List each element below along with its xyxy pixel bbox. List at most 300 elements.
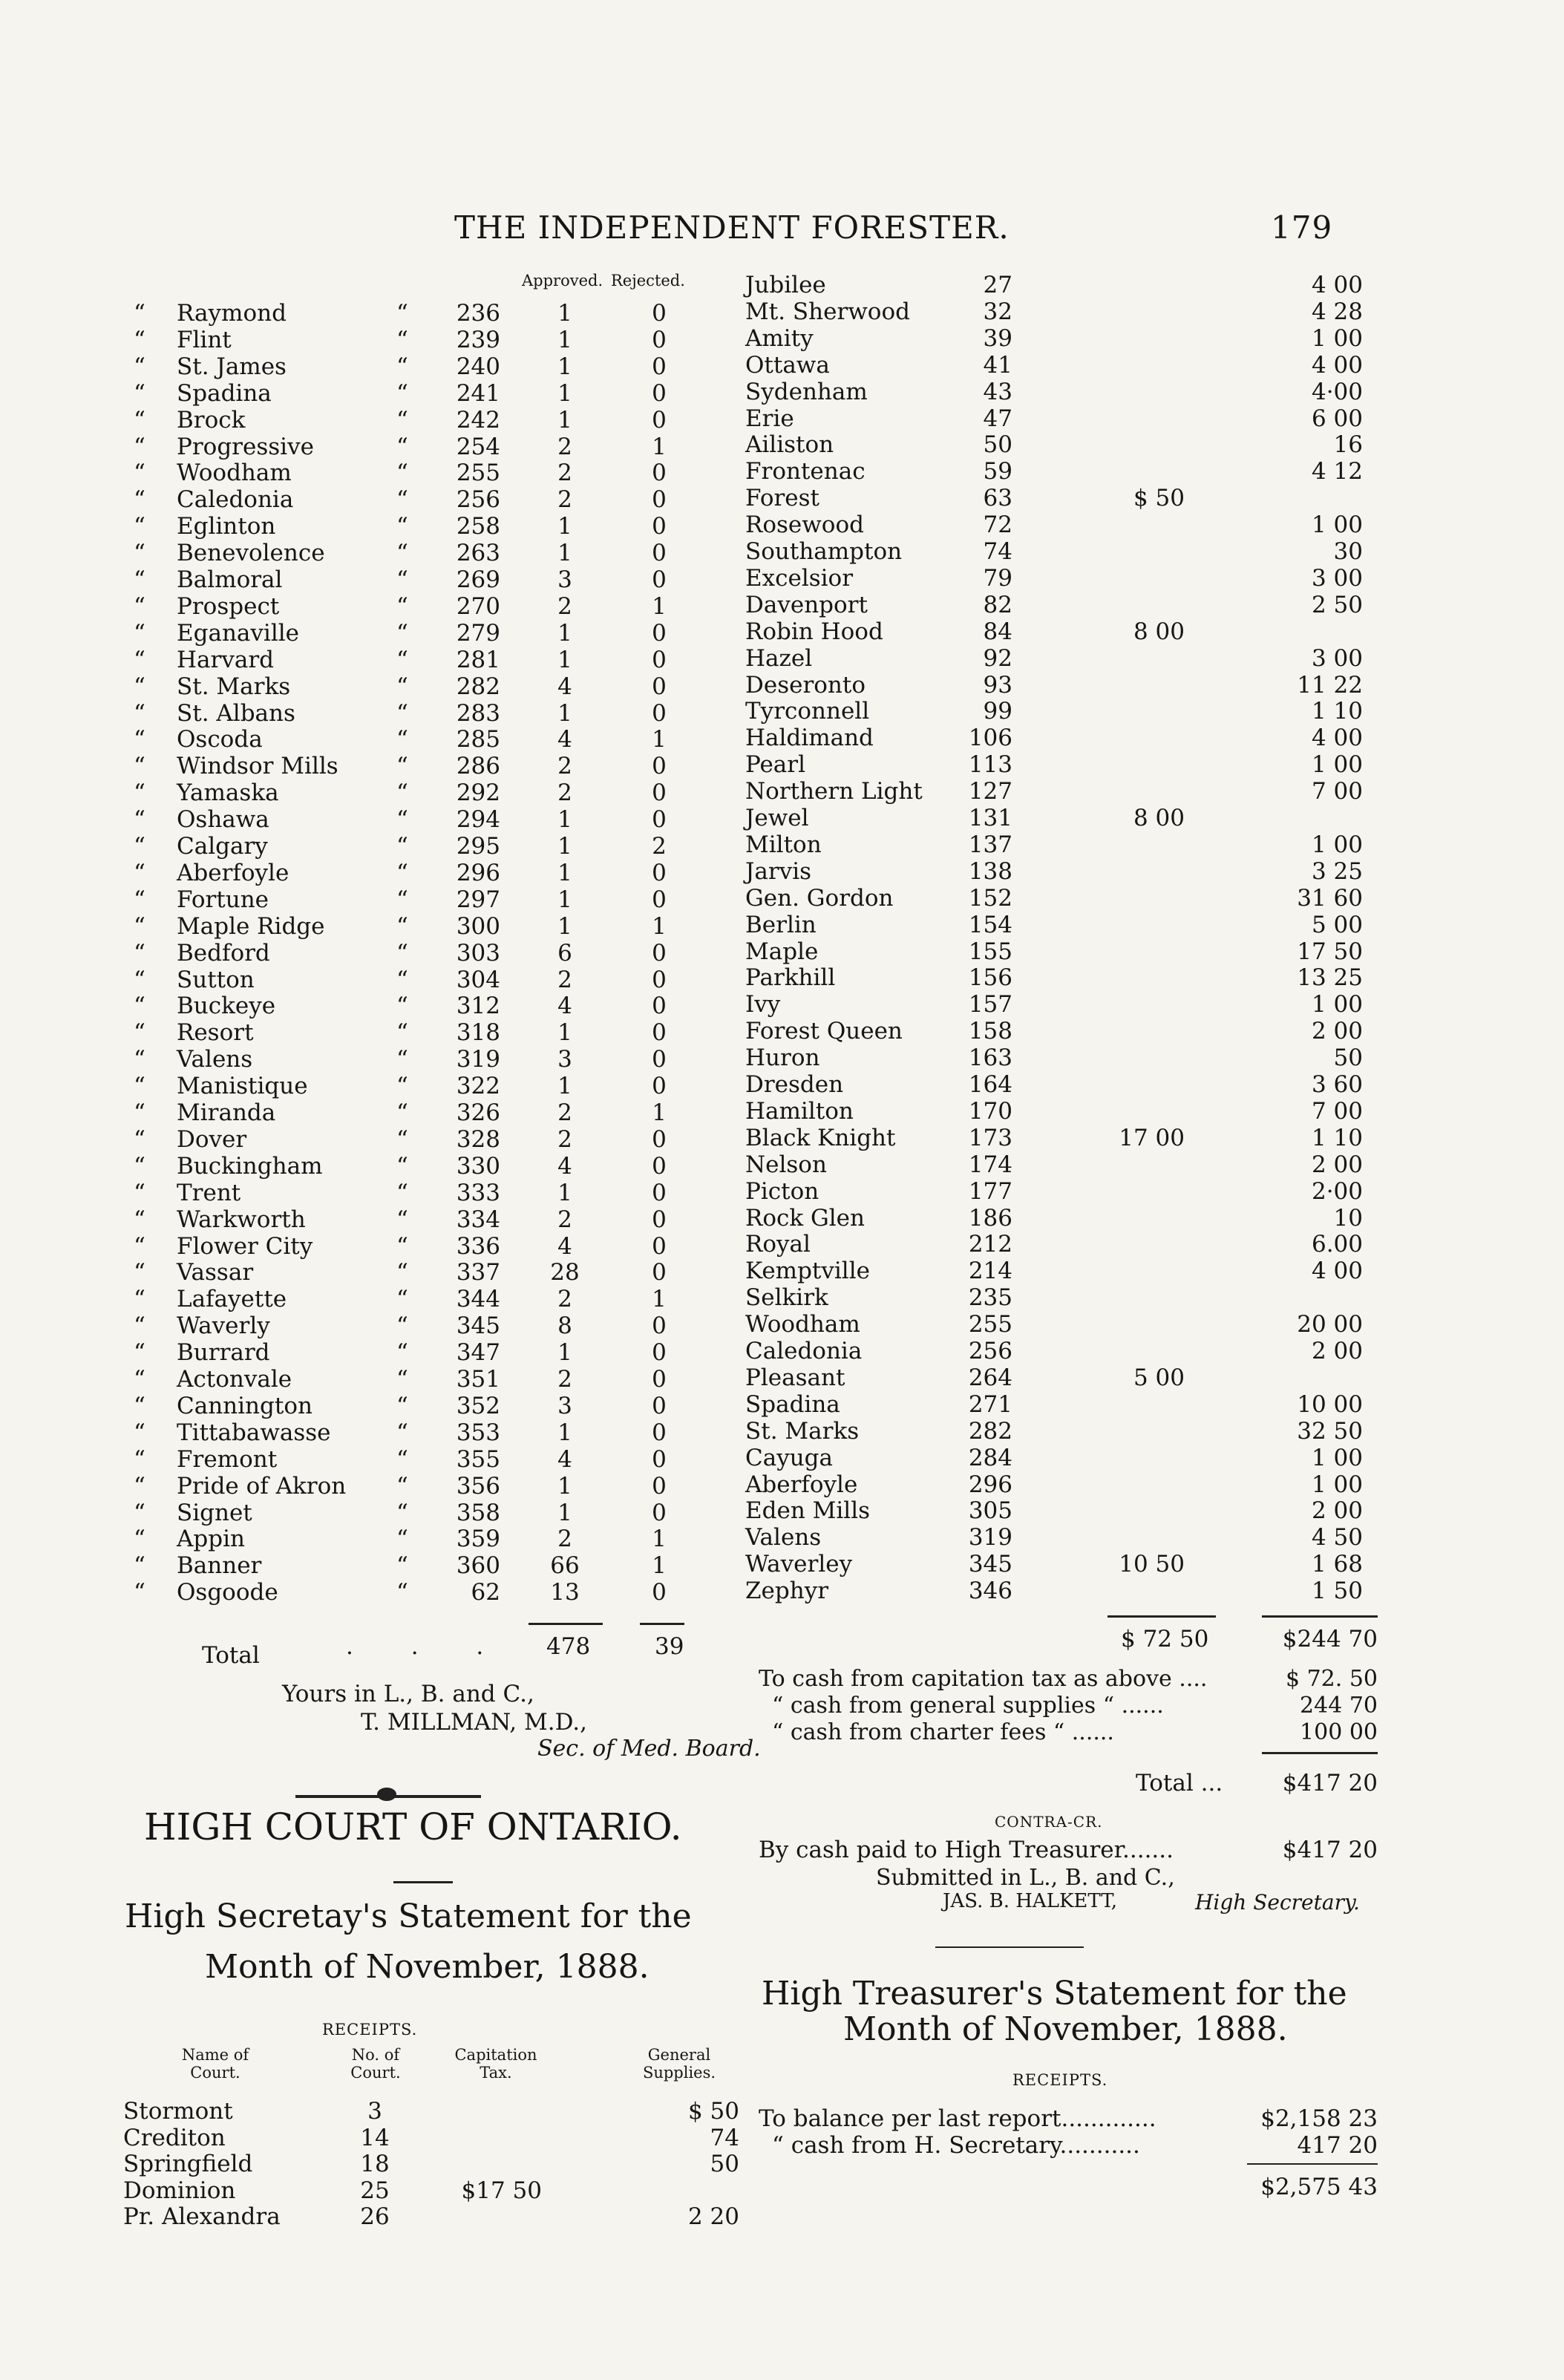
court-number: 3 xyxy=(367,2098,382,2125)
col-rejected-header: Rejected. xyxy=(611,272,685,290)
court-receipt-row xyxy=(0,485,1564,514)
general-supplies: 2·00 xyxy=(1311,1177,1363,1205)
approved-count: 2 xyxy=(557,753,572,780)
page-header-title: THE INDEPENDENT FORESTER. xyxy=(454,209,1010,246)
rejected-count: 0 xyxy=(652,1206,667,1233)
court-receipt-row xyxy=(0,1524,1564,1551)
court-name: Ottawa xyxy=(745,351,830,379)
court-number: 82 xyxy=(983,591,1012,618)
court-name: Woodham xyxy=(177,460,292,487)
rejected-count: 2 xyxy=(652,833,667,860)
court-name: Selkirk xyxy=(745,1284,828,1312)
row-quote-mark: “ xyxy=(134,1579,145,1606)
medical-closing: Yours in L., B. and C., xyxy=(282,1681,534,1707)
by-cash-amount: $417 20 xyxy=(1282,1837,1378,1863)
court-name: Miranda xyxy=(177,1099,276,1126)
court-number: 84 xyxy=(983,618,1012,645)
approved-count: 4 xyxy=(557,1445,572,1473)
ditto-mark: “ xyxy=(396,886,408,913)
court-number: 264 xyxy=(968,1364,1012,1391)
rejected-count: 0 xyxy=(652,540,667,567)
rejected-count: 1 xyxy=(652,726,667,753)
court-receipt-row xyxy=(0,1497,1564,1524)
court-name: Southampton xyxy=(745,538,903,565)
court-number: 154 xyxy=(968,911,1012,938)
row-quote-mark: “ xyxy=(134,1286,145,1313)
court-name: Stormont xyxy=(123,2098,233,2125)
ditto-mark: “ xyxy=(396,1339,408,1367)
court-name: St. James xyxy=(177,353,287,380)
court-receipt-row xyxy=(0,325,1564,352)
ditto-mark: “ xyxy=(396,726,408,753)
court-number: 27 xyxy=(983,272,1012,298)
summary-line-1-amount: 244 70 xyxy=(1300,1693,1378,1719)
court-name: Spadina xyxy=(745,1390,840,1418)
court-number: 14 xyxy=(360,2124,390,2151)
ditto-mark: “ xyxy=(396,859,408,886)
ditto-mark: “ xyxy=(396,379,408,407)
court-name: Bedford xyxy=(177,939,270,967)
rejected-count: 1 xyxy=(652,1099,667,1126)
court-number: 263 xyxy=(456,540,500,567)
rejected-count: 0 xyxy=(652,300,667,327)
court-name: Oscoda xyxy=(177,726,263,753)
approved-count: 1 xyxy=(557,540,572,567)
row-quote-mark: “ xyxy=(134,646,145,673)
court-number: 292 xyxy=(456,779,500,807)
rejected-count: 1 xyxy=(652,912,667,940)
court-number: 255 xyxy=(968,1311,1012,1338)
ditto-mark: “ xyxy=(396,1526,408,1553)
row-quote-mark: “ xyxy=(134,1366,145,1393)
row-quote-mark: “ xyxy=(134,1445,145,1473)
court-number: 155 xyxy=(968,938,1012,965)
court-name: Pr. Alexandra xyxy=(123,2203,281,2230)
court-receipt-row xyxy=(0,618,1564,645)
ditto-mark: “ xyxy=(396,1073,408,1100)
ditto-mark: “ xyxy=(396,1125,408,1153)
approved-count: 2 xyxy=(557,966,572,993)
approved-count: 1 xyxy=(557,806,572,834)
summary-total-amount: $417 20 xyxy=(1282,1770,1378,1797)
rejected-count: 0 xyxy=(652,886,667,913)
court-number: 295 xyxy=(456,833,500,860)
court-number: 235 xyxy=(968,1284,1012,1312)
court-name: Caledonia xyxy=(745,1338,863,1364)
court-number: 304 xyxy=(456,966,500,993)
court-number: 43 xyxy=(983,378,1012,405)
general-supplies: 16 xyxy=(1333,431,1363,459)
row-quote-mark: “ xyxy=(134,326,145,353)
hc-col-gen-2: Supplies. xyxy=(642,2064,716,2082)
rejected-count: 1 xyxy=(652,1286,667,1313)
court-name: Benevolence xyxy=(177,540,325,567)
court-receipt-row xyxy=(0,805,1564,834)
ditto-mark: “ xyxy=(396,513,408,540)
court-name: Black Knight xyxy=(745,1124,896,1151)
by-cash-label: By cash paid to High Treasurer....... xyxy=(759,1837,1174,1863)
row-quote-mark: “ xyxy=(134,540,145,567)
court-receipt-row xyxy=(0,1258,1564,1287)
capitation-tax: 8 00 xyxy=(1133,805,1185,831)
court-name: Huron xyxy=(745,1044,820,1072)
general-supplies: 7 00 xyxy=(1311,778,1363,805)
ditto-mark: “ xyxy=(396,460,408,487)
capitation-tax: 5 00 xyxy=(1133,1364,1185,1391)
rejected-count: 0 xyxy=(652,1125,667,1153)
court-number: 344 xyxy=(456,1286,500,1313)
summary-line-0-amount: $ 72. 50 xyxy=(1285,1666,1378,1692)
court-number: 303 xyxy=(456,939,500,967)
rejected-count: 0 xyxy=(652,699,667,727)
court-number: 131 xyxy=(968,805,1012,831)
row-quote-mark: “ xyxy=(134,1152,145,1180)
court-number: 99 xyxy=(983,698,1012,725)
court-receipt-row xyxy=(0,964,1564,991)
approved-count: 4 xyxy=(557,1152,572,1180)
general-supplies: 1 00 xyxy=(1311,991,1363,1019)
court-name: Trent xyxy=(177,1179,241,1206)
court-name: Resort xyxy=(177,1019,254,1047)
general-supplies: 2 50 xyxy=(1311,591,1363,618)
court-number: 41 xyxy=(983,351,1012,379)
general-supplies: 20 00 xyxy=(1297,1311,1363,1338)
court-name: Windsor Mills xyxy=(177,753,338,780)
general-supplies: 1 00 xyxy=(1311,751,1363,779)
court-number: 256 xyxy=(968,1338,1012,1364)
approved-count: 1 xyxy=(557,1073,572,1100)
court-receipt-row xyxy=(0,778,1564,805)
court-receipt-row xyxy=(0,352,1564,379)
row-quote-mark: “ xyxy=(134,673,145,700)
hc-col-cap-2: Tax. xyxy=(480,2064,512,2082)
ditto-mark: “ xyxy=(396,1019,408,1047)
ditto-mark: “ xyxy=(396,406,408,434)
courts-total-rule-cap xyxy=(1107,1615,1216,1618)
row-quote-mark: “ xyxy=(134,1339,145,1367)
court-name: Valens xyxy=(745,1524,822,1552)
medical-signer: T. MILLMAN, M.D., xyxy=(361,1709,588,1736)
court-receipt-row xyxy=(0,431,1564,458)
court-name: Osgoode xyxy=(177,1579,278,1606)
general-supplies: 17 50 xyxy=(1297,938,1363,965)
general-supplies: 6.00 xyxy=(1311,1231,1363,1258)
court-name: St. Marks xyxy=(745,1417,860,1445)
rejected-count: 0 xyxy=(652,779,667,807)
row-quote-mark: “ xyxy=(134,1392,145,1419)
general-supplies: 74 xyxy=(710,2124,739,2151)
court-name: Pearl xyxy=(745,751,806,779)
court-number: 177 xyxy=(968,1177,1012,1205)
court-receipt-row xyxy=(0,1151,1564,1178)
row-quote-mark: “ xyxy=(134,460,145,487)
court-receipt-row xyxy=(0,1551,1564,1578)
court-number: 93 xyxy=(983,671,1012,699)
row-quote-mark: “ xyxy=(134,1419,145,1446)
capitation-tax: 10 50 xyxy=(1119,1551,1185,1578)
court-number: 212 xyxy=(968,1231,1012,1258)
general-supplies: 10 xyxy=(1333,1204,1363,1232)
court-receipt-row xyxy=(0,1471,1564,1498)
court-number: 270 xyxy=(456,592,500,620)
court-receipt-row xyxy=(0,1071,1564,1098)
court-number: 106 xyxy=(968,725,1012,752)
approved-count: 2 xyxy=(557,1206,572,1233)
court-name: Ailiston xyxy=(745,431,834,459)
row-quote-mark: “ xyxy=(134,1073,145,1100)
court-name: Pleasant xyxy=(745,1364,845,1391)
court-receipt-row xyxy=(0,458,1564,485)
general-supplies: 31 60 xyxy=(1297,884,1363,912)
court-receipt-row xyxy=(0,379,1564,405)
court-name: Davenport xyxy=(745,591,868,618)
row-quote-mark: “ xyxy=(134,1206,145,1233)
general-supplies: 1 00 xyxy=(1311,1471,1363,1498)
ditto-mark: “ xyxy=(396,300,408,327)
court-name: Yamaska xyxy=(177,779,279,807)
court-name: St. Marks xyxy=(177,673,291,700)
row-quote-mark: “ xyxy=(134,592,145,620)
ditto-mark: “ xyxy=(396,753,408,780)
ditto-mark: “ xyxy=(396,966,408,993)
ditto-mark: “ xyxy=(396,1046,408,1073)
rejected-count: 0 xyxy=(652,353,667,380)
approved-count: 1 xyxy=(557,406,572,434)
row-quote-mark: “ xyxy=(134,1232,145,1260)
rejected-count: 0 xyxy=(652,619,667,647)
court-number: 138 xyxy=(968,857,1012,885)
ditto-mark: “ xyxy=(396,1552,408,1580)
ditto-mark: “ xyxy=(396,326,408,353)
court-receipt-row xyxy=(0,1311,1564,1338)
court-receipt-row xyxy=(0,1284,1564,1311)
approved-count: 1 xyxy=(557,859,572,886)
hc-receipts-label: RECEIPTS. xyxy=(322,2021,418,2039)
court-name: Jewel xyxy=(745,805,809,831)
approved-count: 28 xyxy=(550,1259,580,1287)
court-number: 174 xyxy=(968,1151,1012,1178)
rejected-count: 0 xyxy=(652,1073,667,1100)
court-name: Rosewood xyxy=(745,511,864,539)
court-name: Tyrconnell xyxy=(745,698,870,725)
court-name: Gen. Gordon xyxy=(745,884,894,912)
ditto-mark: “ xyxy=(396,993,408,1020)
medical-signer-title: Sec. of Med. Board. xyxy=(537,1736,761,1762)
court-number: 113 xyxy=(968,751,1012,779)
court-receipt-row xyxy=(0,885,1564,912)
row-quote-mark: “ xyxy=(134,379,145,407)
general-supplies: 4 12 xyxy=(1311,458,1363,486)
court-receipt-row xyxy=(0,1578,1564,1604)
ditto-mark: “ xyxy=(396,806,408,834)
court-receipt-row xyxy=(0,1098,1564,1125)
page-number: 179 xyxy=(1271,209,1333,246)
court-number: 269 xyxy=(456,566,500,593)
court-number: 284 xyxy=(968,1444,1012,1471)
rejected-count: 0 xyxy=(652,1392,667,1419)
rejected-count: 0 xyxy=(652,753,667,780)
approved-count: 3 xyxy=(557,1392,572,1419)
row-quote-mark: “ xyxy=(134,779,145,807)
hc-col-gen-1: General xyxy=(647,2046,711,2064)
general-supplies: 50 xyxy=(1333,1044,1363,1072)
medical-total-label: Total xyxy=(202,1642,260,1669)
court-name: Jarvis xyxy=(745,857,812,885)
approved-count: 1 xyxy=(557,353,572,380)
court-number: 359 xyxy=(456,1526,500,1553)
halkett-title: High Secretary. xyxy=(1195,1890,1360,1915)
ditto-mark: “ xyxy=(396,1099,408,1126)
submitted-line: Submitted in L., B. and C., xyxy=(876,1865,1175,1891)
row-quote-mark: “ xyxy=(134,1526,145,1553)
court-name: Progressive xyxy=(177,433,314,460)
court-name: Maple Ridge xyxy=(177,912,325,940)
court-name: Waverly xyxy=(177,1312,270,1340)
ditto-mark: “ xyxy=(396,566,408,593)
ditto-mark: “ xyxy=(396,1392,408,1419)
court-number: 271 xyxy=(968,1390,1012,1418)
total-rule-rejected xyxy=(640,1623,684,1625)
ornament-diamond xyxy=(377,1788,396,1801)
treasurer-line-0-amount: $2,158 23 xyxy=(1260,2105,1378,2132)
court-name: Haldimand xyxy=(745,725,874,752)
court-number: 72 xyxy=(983,511,1012,539)
approved-count: 1 xyxy=(557,300,572,327)
court-name: Manistique xyxy=(177,1073,308,1100)
ditto-mark: “ xyxy=(396,353,408,380)
row-quote-mark: “ xyxy=(134,1312,145,1340)
court-name: Forest Queen xyxy=(745,1018,903,1045)
court-number: 92 xyxy=(983,644,1012,672)
rejected-count: 1 xyxy=(652,433,667,460)
court-receipt-row xyxy=(0,938,1564,965)
rejected-count: 0 xyxy=(652,1312,667,1340)
court-number: 333 xyxy=(456,1179,500,1206)
court-name: Tittabawasse xyxy=(177,1419,331,1446)
ditto-mark: “ xyxy=(396,1472,408,1500)
court-name: Brock xyxy=(177,406,246,434)
ditto-mark: “ xyxy=(396,1179,408,1206)
treasurer-line-1-label: “ cash from H. Secretary........... xyxy=(772,2132,1140,2159)
court-number: 74 xyxy=(983,538,1012,565)
ditto-mark: “ xyxy=(396,1152,408,1180)
rejected-count: 0 xyxy=(652,993,667,1020)
total-rule-approved xyxy=(529,1623,603,1625)
court-name: Springfield xyxy=(123,2151,253,2177)
court-receipt-row xyxy=(0,645,1564,672)
col-approved-header: Approved. xyxy=(522,272,603,290)
court-number: 282 xyxy=(456,673,500,700)
court-receipt-row xyxy=(0,1044,1564,1071)
treasurer-title-line1: High Treasurer's Statement for the xyxy=(762,1975,1347,2013)
ditto-mark: “ xyxy=(396,646,408,673)
rejected-count: 0 xyxy=(652,1152,667,1180)
ditto-mark: “ xyxy=(396,592,408,620)
court-name: Amity xyxy=(745,324,814,352)
court-name: Banner xyxy=(177,1552,262,1580)
approved-count: 1 xyxy=(557,1499,572,1526)
general-supplies: 3 00 xyxy=(1311,644,1363,672)
capitation-tax: $17 50 xyxy=(461,2177,542,2204)
court-name: Parkhill xyxy=(745,964,836,992)
court-number: 345 xyxy=(456,1312,500,1340)
rejected-count: 0 xyxy=(652,1579,667,1606)
general-supplies: 1 10 xyxy=(1311,698,1363,725)
court-name: Burrard xyxy=(177,1339,270,1367)
ditto-mark: “ xyxy=(396,1259,408,1287)
court-number: 285 xyxy=(456,726,500,753)
ditto-mark: “ xyxy=(396,433,408,460)
hc-col-cap-1: Capitation xyxy=(454,2046,537,2064)
treasurer-receipts-label: RECEIPTS. xyxy=(1012,2071,1108,2089)
court-receipt-row xyxy=(0,272,1564,298)
approved-count: 13 xyxy=(550,1579,580,1606)
court-name: Flower City xyxy=(177,1232,313,1260)
court-number: 322 xyxy=(456,1073,500,1100)
court-name: Cannington xyxy=(177,1392,313,1419)
court-name: Valens xyxy=(177,1046,253,1073)
court-number: 26 xyxy=(360,2203,390,2230)
ditto-mark: “ xyxy=(396,540,408,567)
court-number: 25 xyxy=(360,2177,390,2204)
court-number: 281 xyxy=(456,646,500,673)
general-supplies: 13 25 xyxy=(1297,964,1363,992)
general-supplies: 2 00 xyxy=(1311,1497,1363,1525)
court-receipt-row xyxy=(0,1018,1564,1047)
rejected-count: 0 xyxy=(652,966,667,993)
court-name: Flint xyxy=(177,326,232,353)
approved-count: 1 xyxy=(557,646,572,673)
ditto-mark: “ xyxy=(396,1312,408,1340)
approved-count: 4 xyxy=(557,673,572,700)
court-number: 157 xyxy=(968,991,1012,1019)
general-supplies: 4 50 xyxy=(1311,1524,1363,1552)
general-supplies: 32 50 xyxy=(1297,1417,1363,1445)
ditto-mark: “ xyxy=(396,673,408,700)
general-supplies: 3 00 xyxy=(1311,564,1363,592)
rejected-count: 0 xyxy=(652,673,667,700)
row-quote-mark: “ xyxy=(134,966,145,993)
rejected-count: 1 xyxy=(652,592,667,620)
court-name: Eganaville xyxy=(177,619,300,647)
treasurer-line-0-label: To balance per last report............. xyxy=(759,2105,1156,2132)
row-quote-mark: “ xyxy=(134,993,145,1020)
court-name: Ivy xyxy=(745,991,781,1019)
court-name: Northern Light xyxy=(745,778,923,805)
court-number: 170 xyxy=(968,1097,1012,1125)
court-number: 360 xyxy=(456,1552,500,1580)
court-receipt-row xyxy=(0,725,1564,751)
court-name: Aberfoyle xyxy=(177,859,289,886)
court-number: 318 xyxy=(456,1019,500,1047)
court-number: 351 xyxy=(456,1366,500,1393)
general-supplies: 1 10 xyxy=(1311,1124,1363,1151)
contra-label: CONTRA-CR. xyxy=(995,1813,1103,1831)
general-supplies: 4 28 xyxy=(1311,298,1363,325)
court-name: Berlin xyxy=(745,911,817,938)
court-number: 279 xyxy=(456,619,500,647)
hc-col-num-2: Court. xyxy=(350,2064,401,2082)
row-quote-mark: “ xyxy=(134,1472,145,1500)
court-number: 319 xyxy=(456,1046,500,1073)
rejected-count: 0 xyxy=(652,1046,667,1073)
approved-count: 2 xyxy=(557,1125,572,1153)
summary-line-0-label: To cash from capitation tax as above .... xyxy=(759,1666,1208,1692)
court-number: 127 xyxy=(968,778,1012,805)
halkett-signer: JAS. B. HALKETT, xyxy=(943,1890,1117,1912)
court-number: 336 xyxy=(456,1232,500,1260)
court-receipt-row xyxy=(0,751,1564,778)
